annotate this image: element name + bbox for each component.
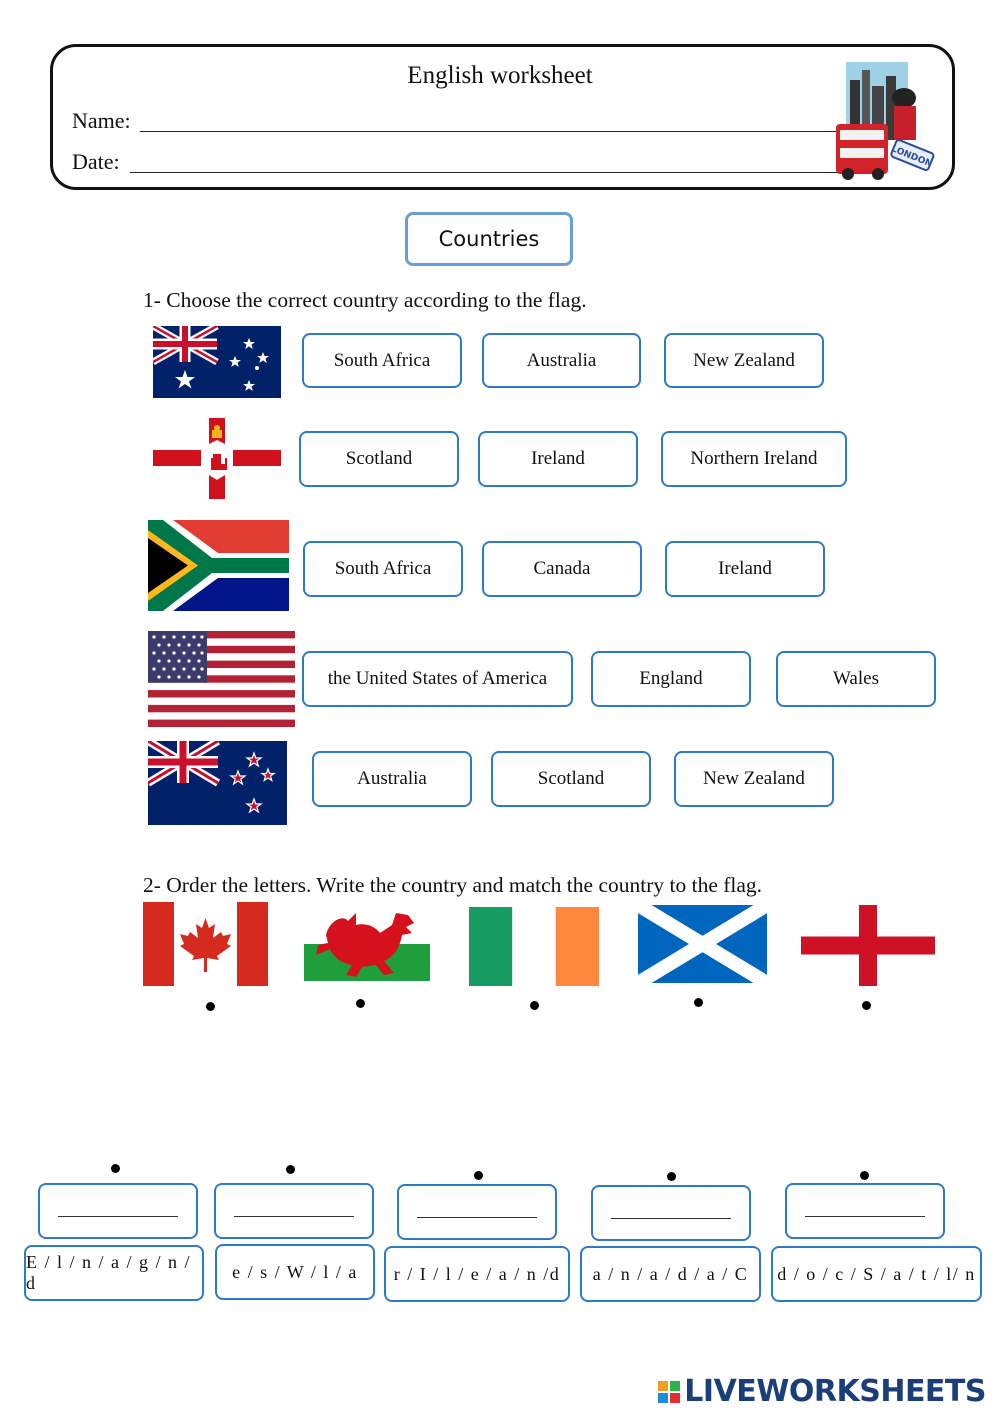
scrambled-scotland: d / o / c / S / a / t / l/ n	[771, 1246, 982, 1302]
option-canada[interactable]: Canada	[482, 541, 642, 597]
ireland-flag	[469, 907, 599, 986]
section-title: Countries	[405, 212, 573, 266]
scrambled-england: E / l / n / a / g / n / d	[24, 1245, 204, 1301]
answer-blank	[611, 1218, 731, 1219]
scrambled-ireland: r / I / l / e / a / n /d	[384, 1246, 570, 1302]
answer-blank	[805, 1216, 925, 1217]
answer-blank	[58, 1216, 178, 1217]
name-line[interactable]	[140, 131, 840, 132]
option-ireland[interactable]: Ireland	[478, 431, 638, 487]
date-line[interactable]	[130, 172, 840, 173]
answer-input-1[interactable]	[38, 1183, 198, 1239]
option-scotland[interactable]: Scotland	[299, 431, 459, 487]
match-dot-ireland[interactable]	[530, 1001, 539, 1010]
answer-dot-5[interactable]	[860, 1171, 869, 1180]
answer-dot-1[interactable]	[111, 1164, 120, 1173]
australia-flag	[153, 326, 281, 398]
option-australia-2[interactable]: Australia	[312, 751, 472, 807]
match-dot-wales[interactable]	[356, 999, 365, 1008]
option-australia[interactable]: Australia	[482, 333, 641, 388]
new-zealand-flag	[148, 741, 287, 825]
option-usa[interactable]: the United States of America	[302, 651, 573, 707]
answer-input-3[interactable]	[397, 1184, 557, 1240]
liveworksheets-logo	[658, 1374, 986, 1409]
answer-dot-3[interactable]	[474, 1171, 483, 1180]
exercise2-instruction: 2- Order the letters. Write the country and match the country to the flag.	[143, 873, 763, 897]
option-new-zealand[interactable]: New Zealand	[664, 333, 824, 388]
answer-dot-4[interactable]	[667, 1172, 676, 1181]
scotland-flag	[638, 905, 767, 983]
match-dot-canada[interactable]	[206, 1002, 215, 1011]
option-england[interactable]: England	[591, 651, 751, 707]
svg-text:LONDON: LONDON	[889, 144, 934, 170]
name-label: Name:	[72, 108, 131, 133]
option-ireland-2[interactable]: Ireland	[665, 541, 825, 597]
south-africa-flag	[148, 520, 289, 611]
match-dot-scotland[interactable]	[694, 998, 703, 1007]
answer-dot-2[interactable]	[286, 1165, 295, 1174]
answer-input-2[interactable]	[214, 1183, 374, 1239]
option-northern-ireland[interactable]: Northern Ireland	[661, 431, 847, 487]
wales-flag	[304, 907, 430, 981]
answer-blank	[234, 1216, 354, 1217]
answer-blank	[417, 1217, 537, 1218]
answer-input-5[interactable]	[785, 1183, 945, 1239]
option-south-africa-2[interactable]: South Africa	[303, 541, 463, 597]
date-label: Date:	[72, 149, 120, 174]
option-south-africa[interactable]: South Africa	[302, 333, 462, 388]
option-scotland-2[interactable]: Scotland	[491, 751, 651, 807]
exercise1-instruction: 1- Choose the correct country according to the flag.	[143, 288, 587, 312]
answer-input-4[interactable]	[591, 1185, 751, 1241]
scrambled-canada: a / n / a / d / a / C	[580, 1246, 761, 1302]
england-flag	[801, 905, 935, 986]
worksheet-title: English worksheet	[407, 62, 593, 89]
logo-text: LIVEWORKSHEETS	[684, 1374, 986, 1409]
scrambled-wales: e / s / W / l / a	[215, 1244, 375, 1300]
match-dot-england[interactable]	[862, 1001, 871, 1010]
option-new-zealand-2[interactable]: New Zealand	[674, 751, 834, 807]
logo-icon	[658, 1381, 680, 1403]
usa-flag	[148, 631, 295, 727]
london-clipart	[832, 60, 936, 182]
option-wales[interactable]: Wales	[776, 651, 936, 707]
northern-ireland-flag	[153, 418, 281, 499]
canada-flag	[143, 902, 268, 986]
